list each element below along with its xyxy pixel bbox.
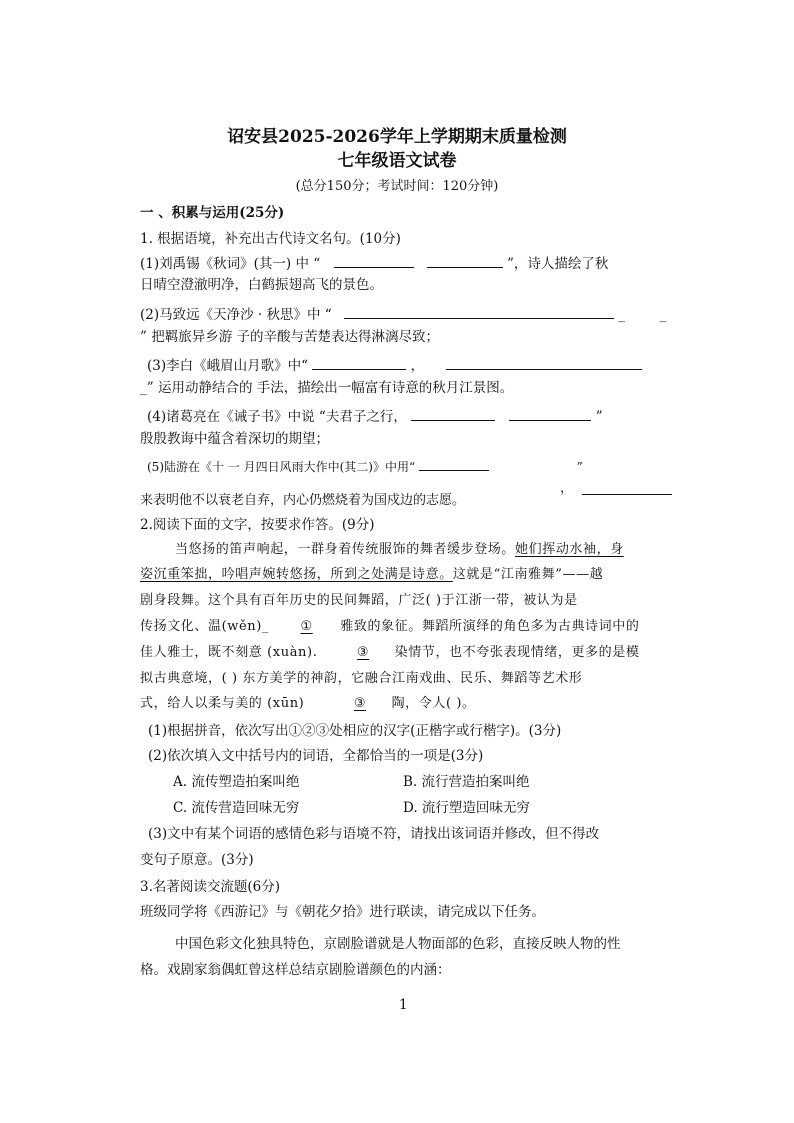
question-2-stem: 2.阅读下面的文字，按要求作答。(9分): [140, 517, 375, 533]
blank-2[interactable]: [344, 304, 614, 319]
q1-item-3-text-a: (3)李白《峨眉山月歌》中“: [147, 358, 309, 374]
q1-item-2-mark-a: _: [618, 307, 626, 323]
passage-text: 染情节，也不夸张表现情绪，更多的是模: [394, 645, 640, 660]
q1-item-5-comma: ，: [560, 481, 574, 496]
section-title: 一 、积累与运用(25分): [140, 205, 285, 221]
question-1-stem: 1. 根据语境，补充出古代诗文名句。(10分): [140, 231, 401, 247]
q2-sub-2: (2)依次填入文中括号内的词语，全都恰当的一项是(3分): [148, 748, 484, 764]
q2-sub-1: (1)根据拼音，依次写出①②③处相应的汉字(正楷字或行楷字)。(3分): [148, 723, 562, 739]
passage-line-6: 拟古典意境，( ) 东方美学的神韵，它融合江南戏曲、民乐、舞蹈等艺术形: [140, 671, 583, 686]
exam-info: (总分150分；考试时间：120分钟): [295, 179, 499, 194]
q1-item-3-line-2: _” 运用动静结合的 手法，描绘出一幅富有诗意的秋月江景图。: [140, 380, 514, 396]
blank-4a[interactable]: [411, 406, 495, 421]
option-d[interactable]: D. 流行塑造回味无穷: [403, 800, 530, 816]
option-a[interactable]: A. 流传塑造拍案叫绝: [173, 774, 300, 790]
q1-item-1-text-a: (1)刘禹锡《秋词》(其一) 中 “: [140, 256, 321, 272]
passage-line-4: [140, 617, 639, 637]
q1-item-4-line-1: [147, 406, 603, 427]
q1-item-2-text-a: (2)马致远《天净沙 · 秋思》中 “: [140, 307, 332, 323]
blank-3a[interactable]: [312, 355, 406, 370]
q1-item-2-line-1: [140, 304, 666, 325]
q3-paragraph-line-2: 格。戏剧家翁偶虹曾这样总结京剧脸谱颜色的内涵：: [140, 962, 451, 978]
page-number: 1: [399, 997, 408, 1013]
passage-text: 当悠扬的笛声响起，一群身着传统服饰的舞者缓步登场。: [175, 542, 516, 557]
passage-text: 传扬文化、温(wěn)_: [140, 619, 270, 634]
q2-sub-3-line-2: 变句子原意。(3分): [140, 852, 254, 868]
q1-item-1-line-1: [140, 253, 608, 274]
passage-underlined-sentence: 姿沉重笨拙，吟唱声婉转悠扬，所到之处满是诗意。: [140, 567, 453, 582]
q2-sub-3-line-1: (3)文中有某个词语的感情色彩与语境不符，请找出该词语并修改，但不得改: [148, 826, 600, 842]
passage-line-1: [175, 540, 624, 560]
q1-item-1-text-b: ”，诗人描绘了秋: [507, 256, 609, 272]
q1-item-4-quote: ”: [595, 409, 603, 425]
passage-text: 佳人雅士，既不刻意 (xuàn).: [140, 645, 318, 660]
q1-item-5-line-1: [147, 456, 583, 477]
option-b[interactable]: B. 流行营造拍案叫绝: [403, 774, 530, 790]
blank-5a[interactable]: [419, 456, 489, 471]
blank-marker-1: ①: [300, 619, 313, 634]
q1-item-5-text-a: (5)陆游在《十 一 月四日风雨大作中(其二)》中用“: [147, 460, 416, 474]
q1-item-3-comma: ，: [410, 358, 425, 374]
q1-item-2-mark-b: _: [659, 307, 667, 323]
passage-line-2: [140, 565, 603, 585]
blank-marker-3: ③: [353, 696, 367, 711]
blank-3b[interactable]: [446, 355, 642, 370]
q1-item-5-quote: ”: [576, 460, 583, 474]
passage-line-5: [140, 643, 639, 663]
q1-item-5-line-2: 来表明他不以衰老自弃，内心仍燃烧着为国戍边的志愿。: [140, 493, 466, 508]
q1-item-2-line-2: ” 把羁旅异乡游 子的辛酸与苦楚表达得淋漓尽致；: [140, 329, 439, 345]
q3-paragraph-line-1: 中国色彩文化独具特色，京剧脸谱就是人物面部的色彩，直接反映人物的性: [175, 936, 621, 952]
q3-intro: 班级同学将《西游记》与《朝花夕拾》进行联读，请完成以下任务。: [140, 904, 545, 920]
q1-item-3-line-1: [147, 355, 642, 376]
passage-text: 式，给人以柔与美的 (xūn): [140, 696, 305, 711]
passage-underlined-sentence: 她们挥动水袖，身: [515, 542, 624, 557]
passage-text: 雅致的象征。舞蹈所演绎的角色多为古典诗词中的: [340, 619, 640, 634]
exam-subtitle: 七年级语文试卷: [337, 151, 457, 171]
passage-line-7: [140, 694, 476, 714]
blank-1b[interactable]: [427, 253, 503, 268]
blank-4b[interactable]: [509, 406, 591, 421]
q1-item-4-line-2: 殷殷教诲中蕴含着深切的期望；: [140, 431, 329, 447]
q1-item-4-text-a: (4)诸葛亮在《诫子书》中说 “夫君子之行，: [147, 409, 407, 425]
blank-1a[interactable]: [334, 253, 414, 268]
option-c[interactable]: C. 流传营造回味无穷: [173, 800, 300, 816]
passage-line-3: 剧身段舞。这个具有百年历史的民间舞蹈，广泛( )于江浙一带，被认为是: [140, 593, 578, 608]
passage-text: 陶，令人( )。: [391, 696, 476, 711]
q1-item-1-line-2: 日晴空澄澈明净，白鹤振翅高飞的景色。: [140, 277, 383, 293]
blank-5b[interactable]: [582, 480, 672, 495]
exam-title: 诏安县2025-2026学年上学期期末质量检测: [227, 127, 567, 147]
question-3-stem: 3.名著阅读交流题(6分): [140, 879, 281, 895]
passage-text: 这就是“江南雅舞”——越: [452, 567, 604, 582]
blank-marker-2: ③: [356, 645, 370, 660]
